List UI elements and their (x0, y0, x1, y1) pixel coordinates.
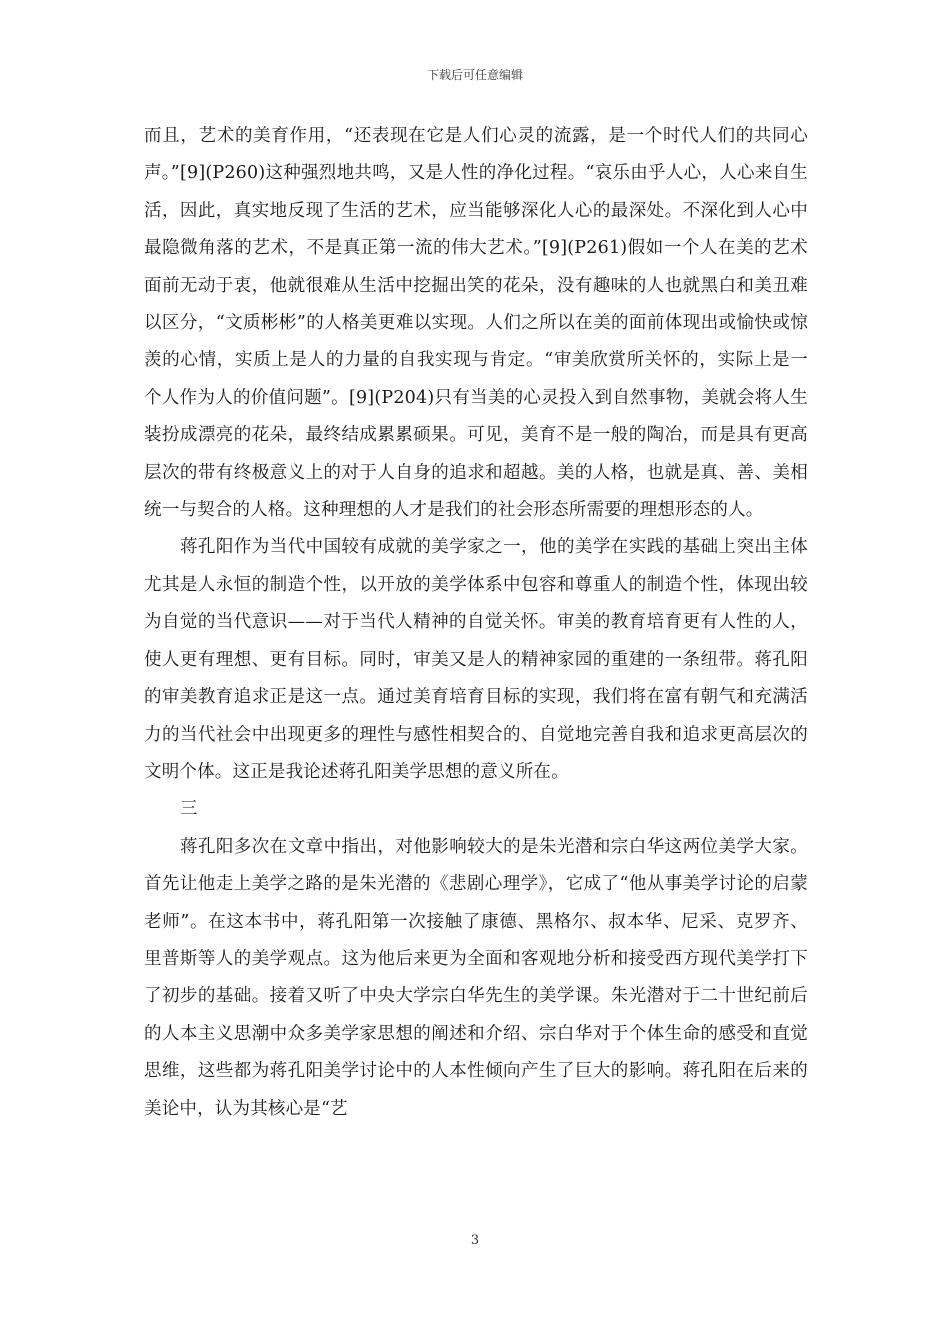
page-header: 下载后可任意编辑 (426, 68, 523, 82)
document-body (144, 118, 808, 1128)
paragraph-3: 蒋孔阳多次在文章中指出，对他影响较大的是朱光潜和宗白华这两位美学大家。首先让他走上美学之路的是朱光潜的《悲剧心理学》，它成了“他从事美学讨论的启蒙老师”。在这本书中，蒋孔阳第一次接触了康德、黑格尔、叔本华、尼采、克罗齐、里普斯等人的美学观点。这为他后来更为全面和客观地分析和接受西方现代美学打下了初步的基础。接着又听了中央大学宗白华先生的美学课。朱光潜对于二十世纪前后的人本主义思潮中众多美学家思想的阐述和介绍、宗白华对于个体生命的感受和直觉思维，这些都为蒋孔阳美学讨论中的人本性倾向产生了巨大的影响。蒋孔阳在后来的美论中，认为其核心是“艺 (144, 836, 808, 1119)
paragraph-2: 蒋孔阳作为当代中国较有成就的美学家之一，他的美学在实践的基础上突出主体尤其是人永恒的制造个性，以开放的美学体系中包容和尊重人的制造个性，体现出较为自觉的当代意识——对于当代人精神的自觉关怀。审美的教育培育更有人性的人，使人更有理想、更有目标。同时，审美又是人的精神家园的重建的一条纽带。蒋孔阳的审美教育追求正是这一点。通过美育培育目标的实现，我们将在富有朝气和充满活力的当代社会中出现更多的理性与感性相契合的、自觉地完善自我和追求更高层次的文明个体。这正是我论述蒋孔阳美学思想的意义所在。 (144, 537, 808, 782)
section-heading: 三 (180, 799, 198, 820)
page-number: 3 (470, 1233, 480, 1248)
paragraph-1: 而且，艺术的美育作用，“还表现在它是人们心灵的流露，是一个时代人们的共同心声。”[9](P260)这种强烈地共鸣，又是人性的净化过程。“哀乐由乎人心，人心来自生活，因此，真实地反现了生活的艺术，应当能够深化人心的最深处。不深化到人心中最隐微角落的艺术，不是真正第一流的伟大艺术。”[9](P261)假如一个人在美的艺术面前无动于衷，他就很难从生活中挖掘出笑的花朵，没有趣味的人也就黑白和美丑难以区分，“文质彬彬”的人格美更难以实现。人们之所以在美的面前体现出或愉快或惊羡的心情，实质上是人的力量的自我实现与肯定。“审美欣赏所关怀的，实际上是一个人作为人的价值问题”。[9](P204)只有当美的心灵投入到自然事物，美就会将人生装扮成漂亮的花朵，最终结成累累硕果。可见，美育不是一般的陶冶，而是具有更高层次的带有终极意义上的对于人自身的追求和超越。美的人格，也就是真、善、美相统一与契合的人格。这种理想的人才是我们的社会形态所需要的理想形态的人。 (144, 126, 808, 521)
